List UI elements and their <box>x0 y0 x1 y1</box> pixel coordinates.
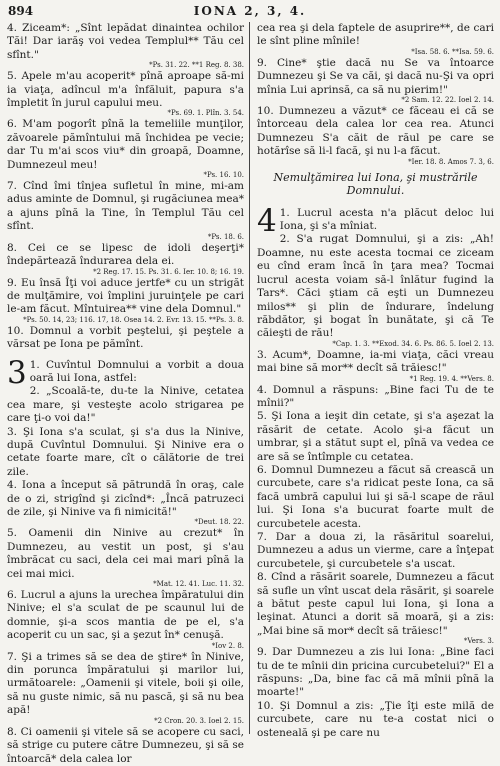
chapter-number: 3 <box>7 354 27 391</box>
cross-reference: *2 Sam. 12. 22. Ioel 2. 14. <box>401 96 494 105</box>
left-column <box>7 22 244 765</box>
verse-text: 9. Eu însă Îţi voi aduce jertfe* cu un strigăt de mulţămire, voi împlini juruinţele pe cari le-am făcut. Mîntuirea** vine dela Domnul." <box>7 276 244 316</box>
verse <box>257 700 494 740</box>
running-title: IONA 2, 3, 4. <box>193 4 307 18</box>
verse-text: 8. Cînd a răsărit soarele, Dumnezeu a făcut să sufle un vînt uscat dela răsărit, şi soarele a bătut peste capul lui Iona, şi Iona a leşinat. Atunci a dorit să moară, şi a zis: „Mai bine să mor* decît să trăiesc!" <box>257 571 494 637</box>
cross-reference: *Cap. 1. 3. **Exod. 34. 6. Ps. 86. 5. Ioel 2. 13. <box>332 339 494 348</box>
verse-text: 6. Domnul Dumnezeu a făcut să crească un curcubete, care s'a ridicat peste Iona, ca să facă umbră capului lui şi să-l scape de răul lui. Şi Iona s'a bucurat foarte mult de curcubetele acesta. <box>257 463 494 530</box>
verse-text: 1. Cuvîntul Domnului a vorbit a doua oară lui Iona, astfel: <box>29 358 244 384</box>
page-number: 894 <box>8 4 34 18</box>
verse-text: 8. Cei ce se lipesc de idoli deşerţi* îndepărtează îndurarea dela ei. <box>7 241 244 268</box>
cross-reference: *Vers. 3. <box>463 637 494 646</box>
section-heading: Nemulţămirea lui Iona, şi mustrările Domnului. <box>273 170 478 197</box>
cross-reference: *Ps. 18. 6. <box>207 232 244 241</box>
verse-text: 3. Acum*, Doamne, ia-mi viaţa, căci vreau mai bine să mor** decît să trăiesc!" <box>257 348 494 375</box>
right-column <box>257 22 494 739</box>
verse-text: 2. S'a rugat Domnului, şi a zis: „Ah! Doamne, nu este acesta tocmai ce ziceam eu cînd eram încă în ţara mea? Tocmai lucrul acesta voiam să-l înlătur fugind la Tars*. Căci ştiam că eşti un Dumnezeu milos** şi plin de îndurare, îndelung răbdător, şi bogat în bunătate, şi că Te căieşti de rău! <box>257 233 494 340</box>
verse <box>7 354 244 391</box>
verse <box>7 118 244 180</box>
verse <box>7 527 244 589</box>
cross-reference: *2 Reg. 17. 15. Ps. 31. 6. Ier. 10. 8; 16. 19. <box>93 267 244 276</box>
verse-text: 3. Şi Iona s'a sculat, şi s'a dus la Ninive, după Cuvîntul Domnului. Şi Ninive era o cetate foarte mare, cît o călătorie de trei zile. <box>7 425 244 478</box>
verse-text: 4. Domnul a răspuns: „Bine faci Tu de te mînii?" <box>257 383 494 409</box>
page-header <box>8 4 492 20</box>
verse-text: 1. Lucrul acesta n'a plăcut deloc lui Iona, şi s'a mîniat. <box>279 206 494 233</box>
verse-text: 4. Iona a început să pătrundă în oraş, cale de o zi, strigînd şi zicînd*: „Încă patruzeci de zile, şi Ninive va fi nimicită!" <box>7 479 244 518</box>
verse-text: 9. Dar Dumnezeu a zis lui Iona: „Bine faci tu de te mînii din pricina curcubetelui?" El a răspuns: „Da, bine fac că mă mînii pînă la moarte!" <box>257 646 494 699</box>
cross-reference: *Isa. 58. 6. **Isa. 59. 6. <box>411 47 494 56</box>
cross-reference: *Mat. 12. 41. Luc. 11. 32. <box>153 580 244 589</box>
verse <box>7 180 244 242</box>
verse <box>257 571 494 646</box>
cross-reference: *Ps. 16. 10. <box>203 171 244 180</box>
verse <box>257 384 494 411</box>
verse-text: 9. Cine* ştie dacă nu Se va întoarce Dumnezeu şi Se va căi, şi dacă nu-Şi va opri mînia Lui aprinsă, ca să nu pierim!" <box>257 56 494 96</box>
verse <box>7 726 244 766</box>
verse <box>257 410 494 464</box>
verse-text: 4. Ziceam*: „Sînt lepădat dinaintea ochilor Tăi! Dar iarăş voi vedea Templul** Tău cel sfînt." <box>7 22 244 61</box>
cross-reference: *1 Reg. 19. 4. **Vers. 8. <box>409 374 494 383</box>
cross-reference: *Ps. 69. 1. Plîn. 3. 54. <box>167 109 244 118</box>
verse-text: 5. Oamenii din Ninive au crezut* în Dumnezeu, au vestit un post, şi s'au îmbrăcat cu saci, dela cei mai mari pînă la cei mai mici. <box>7 527 244 580</box>
verse-text: 5. Apele m'au acoperit* pînă aproape să-mi ia viaţa, adîncul m'a înfăluit, papura s'a împletit în jurul capului meu. <box>7 70 244 110</box>
verse <box>257 464 494 531</box>
verse <box>7 479 244 527</box>
cross-reference: *Ier. 18. 8. Amos 7. 3, 6. <box>408 157 494 166</box>
verse-text: 2. „Scoală-te, du-te la Ninive, cetatea cea mare, şi vesteşte acolo strigarea pe care ţi-o voi da!" <box>7 385 244 425</box>
verse <box>7 651 244 726</box>
verse-text: 7. Şi a trimes să se dea de ştire* în Ninive, din porunca împăratului şi marilor lui, următoarele: „Oamenii şi vitele, boii şi oile, să nu guste nimic, să nu pască, şi să nu bea apă! <box>7 650 244 717</box>
verse <box>7 277 244 325</box>
verse-text: 10. Dumnezeu a văzut* ce făceau ei că se întorceau dela calea lor cea rea. Atunci Dumnezeu S'a căit de răul pe care se hotărîse să li-l facă, şi nu l-a făcut. <box>257 105 494 158</box>
chapter-number: 4 <box>257 202 277 239</box>
verse <box>257 646 494 700</box>
verse-text: 10. Şi Domnul a zis: „Ţie îţi este milă de curcubete, care nu te-a costat nici o osteneală şi pe care nu <box>257 699 494 739</box>
verse-text: 7. Dar a doua zi, la răsăritul soarelui, Dumnezeu a adus un vierme, care a înţepat curcubetele, şi curcubetele s'a uscat. <box>257 531 494 570</box>
cross-reference: *Deut. 18. 22. <box>194 518 244 527</box>
column-divider <box>249 22 250 734</box>
verse <box>7 70 244 118</box>
verse <box>257 22 494 57</box>
verse <box>7 426 244 480</box>
cross-reference: *Ps. 31. 22. **1 Reg. 8. 38. <box>149 61 244 70</box>
chapter-gap <box>257 200 494 207</box>
verse-text: 6. Lucrul a ajuns la urechea împăratului din Ninive; el s'a sculat de pe scaunul lui de domnie, şi-a scos mantia de pe el, s'a acoperit cu un sac, şi a şezut în* cenuşă. <box>7 589 244 642</box>
verse-text: 10. Domnul a vorbit peştelui, şi peştele a vărsat pe Iona pe pămînt. <box>7 324 244 351</box>
verse-text: 8. Ci oamenii şi vitele să se acopere cu saci, să strige cu putere către Dumnezeu, şi să se întoarcă* dela calea lor <box>7 725 244 765</box>
verse-text: 7. Cînd îmi tînjea sufletul în mine, mi-am adus aminte de Domnul, şi rugăciunea mea* a ajuns pînă la Tine, în Templul Tău cel sfînt. <box>7 180 244 233</box>
verse-text: 5. Şi Iona a ieşit din cetate, şi s'a aşezat la răsărit de cetate. Acolo şi-a făcut un umbrar, şi a stătut supt el, pînă va vedea ce are să se întîmple cu cetatea. <box>257 410 494 463</box>
verse <box>257 105 494 167</box>
verse <box>257 233 494 348</box>
verse-text: 6. M'am pogorît pînă la temeliile munţilor, zăvoarele pămîntului mă închidea pe vecie; dar Tu m'ai scos viu* din groapă, Doamne, Dumnezeul meu! <box>7 118 244 171</box>
cross-reference: *2 Cron. 20. 3. Ioel 2. 15. <box>154 716 244 725</box>
verse <box>257 202 494 239</box>
verse <box>7 325 244 352</box>
verse-text: cea rea şi dela faptele de asuprire**, de cari le sînt pline mînile! <box>257 22 494 48</box>
verse <box>7 385 244 425</box>
verse <box>257 349 494 384</box>
verse <box>7 242 244 277</box>
verse <box>7 589 244 651</box>
cross-reference: *Iov 2. 8. <box>211 641 244 650</box>
chapter-gap <box>7 352 244 359</box>
verse <box>7 22 244 70</box>
verse <box>257 57 494 105</box>
cross-reference: *Ps. 50. 14, 23; 116. 17, 18. Osea 14. 2. Evr. 13. 15. **Ps. 3. 8. <box>23 315 244 324</box>
verse <box>257 531 494 571</box>
